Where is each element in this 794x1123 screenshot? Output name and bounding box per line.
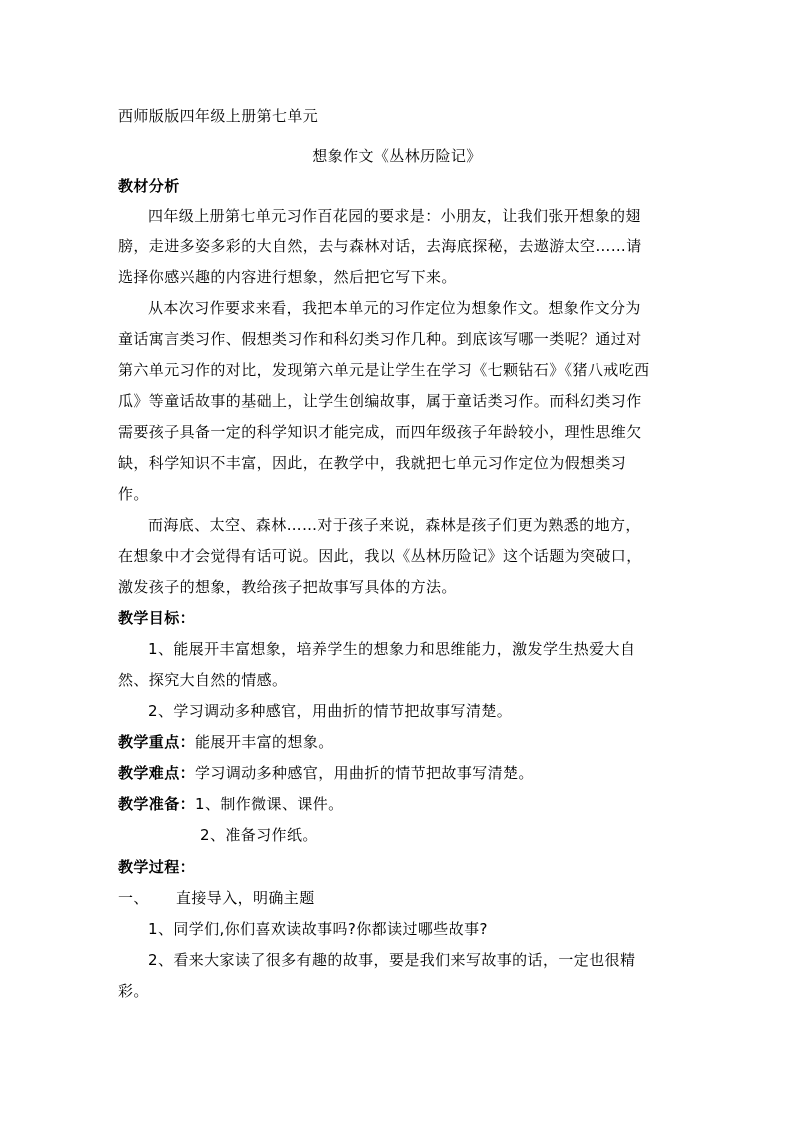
difficulty-text: 学习调动多种感官，用曲折的情节把故事写清楚。 bbox=[195, 764, 534, 782]
document-title: 西师版版四年级上册第七单元 bbox=[118, 107, 319, 125]
preparation-row bbox=[118, 794, 344, 814]
analysis-heading: 教材分析 bbox=[118, 177, 180, 195]
analysis-p3-line: 而海底、太空、森林……对于孩子来说，森林是孩子们更为熟悉的地方， bbox=[148, 516, 641, 534]
analysis-p2-line: 缺，科学知识不丰富，因此，在教学中，我就把七单元习作定位为假想类习 bbox=[118, 454, 627, 472]
key-point-row bbox=[118, 732, 334, 752]
goal-2: 2、学习调动多种感官，用曲折的情节把故事写清楚。 bbox=[148, 702, 513, 720]
analysis-p2-line: 第六单元习作的对比，发现第六单元是让学生在学习《七颗钻石》《猪八戒吃西 bbox=[118, 361, 650, 379]
process-question-2-line: 彩。 bbox=[118, 982, 149, 1000]
analysis-p1-line: 选择你感兴趣的内容进行想象，然后把它写下来。 bbox=[118, 268, 457, 286]
key-point-label: 教学重点： bbox=[118, 733, 196, 751]
key-point-text: 能展开丰富的想象。 bbox=[195, 733, 334, 751]
analysis-p2-line: 作。 bbox=[118, 485, 149, 503]
analysis-p1-line: 膀，走进多姿多彩的大自然，去与森林对话，去海底探秘，去遨游太空……请 bbox=[118, 237, 642, 255]
analysis-p2-line: 从本次习作要求来看，我把本单元的习作定位为想象作文。想象作文分为 bbox=[148, 299, 641, 317]
analysis-p2-line: 童话寓言类习作、假想类习作和科幻类习作几种。到底该写哪一类呢？通过对 bbox=[118, 330, 642, 348]
analysis-p3-line: 在想象中才会觉得有话可说。因此，我以《丛林历险记》这个话题为突破口， bbox=[118, 547, 642, 565]
preparation-item-2: 2、准备习作纸。 bbox=[200, 826, 318, 844]
analysis-p3-line: 激发孩子的想象，教给孩子把故事写具体的方法。 bbox=[118, 578, 457, 596]
analysis-p2-line: 需要孩子具备一定的科学知识才能完成，而四年级孩子年龄较小，理性思维欠 bbox=[118, 423, 642, 441]
process-heading: 教学过程： bbox=[118, 858, 196, 876]
process-section-1-number: 一、 bbox=[118, 889, 149, 907]
difficulty-label: 教学难点： bbox=[118, 764, 196, 782]
goal-1-line: 然、探究大自然的情感。 bbox=[118, 671, 288, 689]
lesson-subtitle: 想象作文《丛林历险记》 bbox=[312, 147, 482, 165]
process-question-1: 1、同学们,你们喜欢读故事吗?你都读过哪些故事? bbox=[148, 920, 488, 938]
process-question-2-line: 2、看来大家读了很多有趣的故事，要是我们来写故事的话，一定也很精 bbox=[148, 951, 636, 969]
goals-heading: 教学目标： bbox=[118, 609, 196, 627]
preparation-item-1: 1、制作微课、课件。 bbox=[195, 795, 344, 813]
goal-1-line: 1、能展开丰富想象，培养学生的想象力和思维能力，激发学生热爱大自 bbox=[148, 640, 636, 658]
preparation-label: 教学准备： bbox=[118, 795, 196, 813]
analysis-p2-line: 瓜》等童话故事的基础上，让学生创编故事，属于童话类习作。而科幻类习作 bbox=[118, 392, 642, 410]
analysis-p1-line: 四年级上册第七单元习作百花园的要求是：小朋友，让我们张开想象的翅 bbox=[148, 207, 641, 225]
process-section-1-title: 直接导入，明确主题 bbox=[176, 889, 315, 907]
difficulty-row bbox=[118, 763, 534, 783]
